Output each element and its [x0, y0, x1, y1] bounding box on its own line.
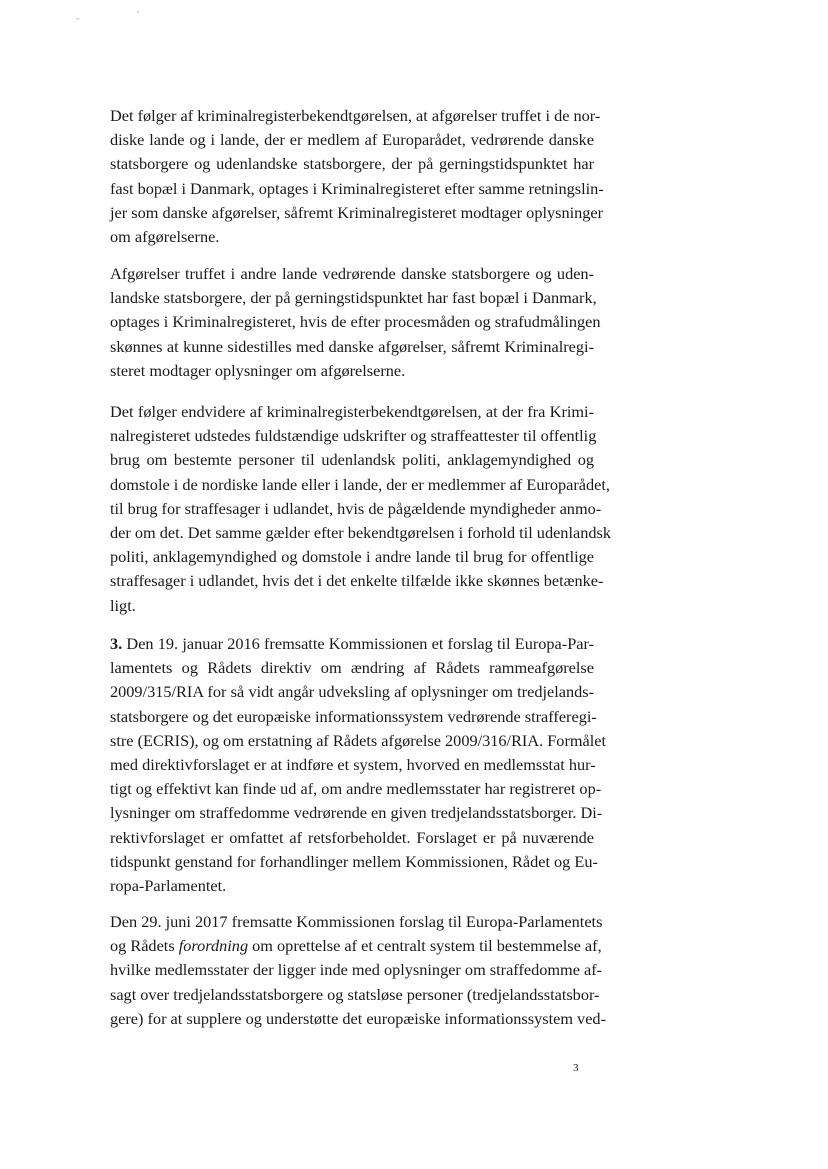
text-line: statsborgere og udenlandske statsborgere, der på gerningstidspunktet har [110, 154, 594, 174]
text-line: diske lande og i lande, der er medlem af Europarådet, vedrørende danske [110, 130, 594, 150]
text-line: gere) for at supplere og understøtte det europæiske informationssystem ved- [110, 1008, 606, 1028]
text-line: rektivforslaget er omfattet af retsforbeholdet. Forslaget er på nuværende [110, 827, 594, 847]
text-span: om oprettelse af et centralt system til bestemmelse af, [248, 936, 602, 956]
text-line: optages i Kriminalregisteret, hvis de efter procesmåden og strafudmålingen [110, 312, 601, 332]
paragraph-5 [110, 910, 606, 1031]
italic-term: forordning [178, 936, 249, 956]
text-line: Den 29. juni 2017 fremsatte Kommissionen forslag til Europa-Parlamentets [110, 912, 603, 931]
text-line: tigt og effektivt kan finde ud af, om andre medlemsstater har registreret op- [110, 779, 602, 799]
text-line: politi, anklagemyndighed og domstole i andre lande til brug for offentlige [110, 547, 594, 567]
paragraph-1 [110, 104, 604, 249]
text-span: Den 19. januar 2016 fremsatte Kommissionen et forslag til Europa-Par- [122, 634, 594, 653]
text-line: sagt over tredjelandsstatsborgere og statsløse personer (tredjelandsstatsbor- [110, 984, 600, 1004]
text-line: lysninger om straffedomme vedrørende en given tredjelandsstatsborger. Di- [110, 803, 603, 823]
text-line: straffesager i udlandet, hvis det i det enkelte tilfælde ikke skønnes betænke- [110, 571, 604, 591]
page-number: 3 [573, 1062, 579, 1074]
text-line: landske statsborgere, der på gerningstidspunktet har fast bopæl i Danmark, [110, 288, 597, 308]
text-line: lamentets og Rådets direktiv om ændring af Rådets rammeafgørelse [110, 658, 594, 678]
text-line: til brug for straffesager i udlandet, hvis de pågældende myndigheder anmo- [110, 498, 602, 518]
text-line: Afgørelser truffet i andre lande vedrørende danske statsborgere og uden- [110, 264, 594, 283]
section-3-paragraph [110, 632, 607, 898]
section-number: 3. [110, 634, 123, 653]
text-line: skønnes at kunne sidestilles med danske afgørelser, såfremt Kriminalregi- [110, 336, 594, 356]
text-line: der om det. Det samme gælder efter bekendtgørelsen i forhold til udenlandsk [110, 523, 611, 543]
paragraph-2 [110, 262, 601, 383]
text-line: hvilke medlemsstater der ligger inde med oplysninger om straffedomme af- [110, 960, 603, 980]
text-line [110, 632, 594, 656]
text-line: med direktivforslaget er at indføre et system, hvorved en medlemsstat hur- [110, 755, 596, 775]
text-line: om afgørelserne. [110, 227, 220, 247]
text-line: Det følger af kriminalregisterbekendtgørelsen, at afgørelser truffet i de nor- [110, 106, 601, 125]
text-line: stre (ECRIS), og om erstatning af Rådets afgørelse 2009/316/RIA. Formålet [110, 730, 607, 750]
text-line: steret modtager oplysninger om afgørelserne. [110, 360, 406, 380]
text-line: domstole i de nordiske lande eller i lande, der er medlemmer af Europarådet, [110, 474, 610, 494]
text-line: jer som danske afgørelser, såfremt Kriminalregisteret modtager oplysninger [110, 202, 604, 222]
scan-mark: ᵏ [137, 9, 140, 17]
text-line: nalregisteret udstedes fuldstændige udskrifter og straffeattester til offentlig [110, 426, 597, 446]
text-line: ligt. [110, 595, 136, 615]
scan-mark: „ [76, 13, 80, 21]
text-line: Det følger endvidere af kriminalregisterbekendtgørelsen, at der fra Krimi- [110, 402, 594, 421]
paragraph-3 [110, 400, 611, 618]
text-line: ropa-Parlamentet. [110, 876, 227, 896]
text-line: 2009/315/RIA for så vidt angår udveksling af oplysninger om tredjelands- [110, 682, 594, 702]
text-line: statsborgere og det europæiske informationssystem vedrørende strafferegi- [110, 706, 597, 726]
text-line: tidspunkt genstand for forhandlinger mellem Kommissionen, Rådet og Eu- [110, 851, 598, 871]
text-line: brug om bestemte personer til udenlandsk politi, anklagemyndighed og [110, 450, 594, 470]
text-line [110, 934, 602, 958]
text-span: og Rådets [110, 936, 179, 956]
text-line: fast bopæl i Danmark, optages i Kriminalregisteret efter samme retningslin- [110, 178, 604, 198]
